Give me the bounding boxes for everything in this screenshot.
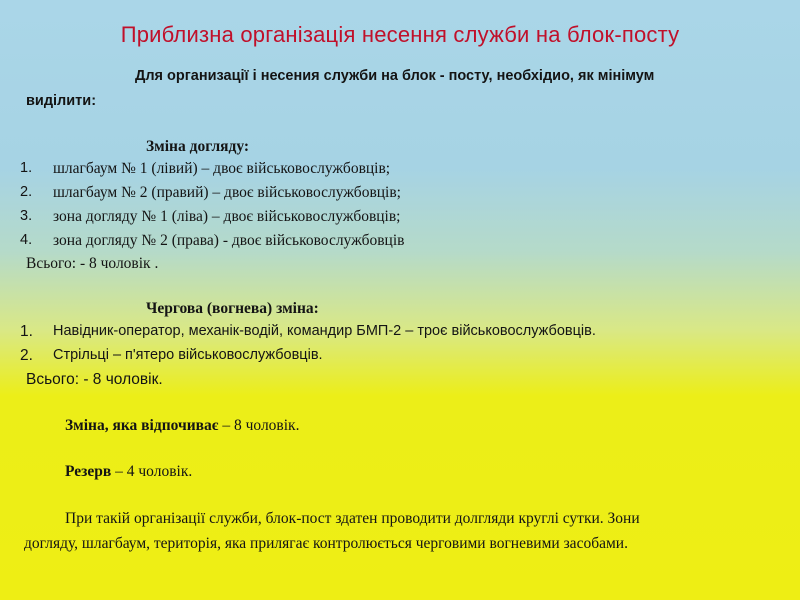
conclusion-line-2: догляду, шлагбаум, територія, яка прилягає контролюється черговими вогневими засобами.: [24, 535, 628, 552]
list-text: Навідник-оператор, механік-водій, командир БМП-2 – троє військовослужбовців.: [53, 323, 596, 339]
list-text: зона догляду № 1 (ліва) – двоє військовослужбовців;: [53, 208, 401, 225]
list-number: 2.: [20, 347, 33, 364]
resting-shift-line: [65, 417, 299, 435]
duty-shift-heading: Чергова (вогнева) зміна:: [146, 300, 319, 317]
list-text: шлагбаум № 1 (лівий) – двоє військовослужбовців;: [53, 160, 391, 177]
slide-title: Приблизна організація несення служби на блок-посту: [120, 22, 680, 47]
reserve-value: – 4 чоловік.: [111, 463, 193, 480]
list-number: 1.: [20, 160, 33, 176]
reserve-line: [65, 463, 192, 481]
inspection-shift-heading: Зміна догляду:: [146, 138, 250, 155]
list-text: шлагбаум № 2 (правий) – двоє військовослужбовців;: [53, 184, 401, 201]
list-number: 4.: [20, 232, 33, 248]
resting-shift-value: – 8 чоловік.: [218, 417, 300, 434]
list-text: зона догляду № 2 (права) - двоє військовослужбовців: [53, 232, 405, 249]
intro-line-2: виділити:: [26, 93, 97, 109]
duty-shift-total: Всього: - 8 чоловік.: [26, 371, 163, 388]
reserve-label: Резерв: [65, 463, 112, 480]
conclusion-line-1: При такій організації служби, блок-пост здатен проводити долгляди круглі сутки. Зони: [65, 510, 640, 527]
list-number: 2.: [20, 184, 33, 200]
list-number: 3.: [20, 208, 33, 224]
intro-line-1: Для организації і несения служби на блок - посту, необхідио, як мінімум: [135, 68, 655, 84]
inspection-shift-total: Всього: - 8 чоловік .: [26, 255, 159, 272]
list-text: Стрільці – п'ятеро військовослужбовців.: [53, 347, 323, 363]
list-number: 1.: [20, 323, 33, 340]
resting-shift-label: Зміна, яка відпочиває: [65, 417, 219, 434]
